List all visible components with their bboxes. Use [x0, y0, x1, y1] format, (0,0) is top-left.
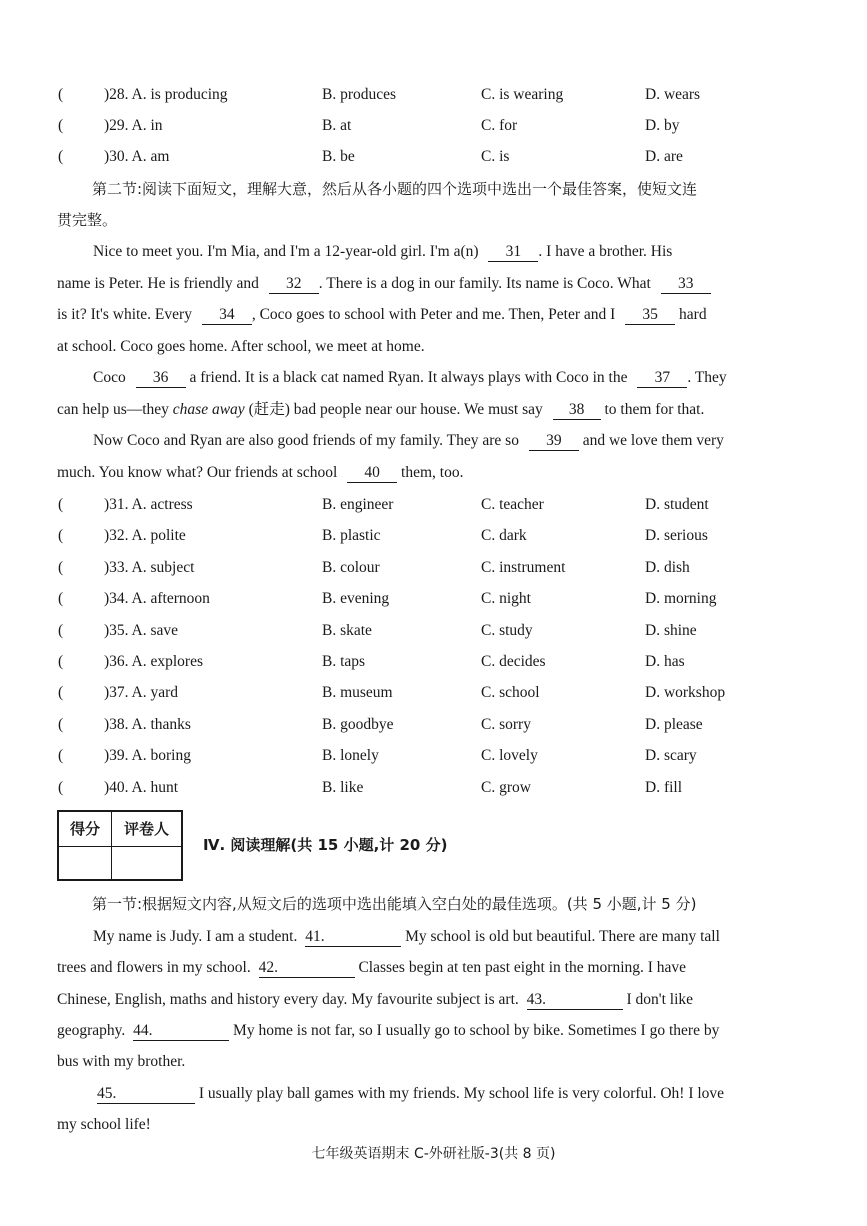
- option-d: D. are: [645, 148, 683, 165]
- option-row-28: [0, 84, 867, 106]
- option-d: D. workshop: [645, 684, 726, 701]
- option-c: C. grow: [481, 779, 531, 796]
- option-a: )29. A. in: [104, 117, 163, 134]
- option-b: B. engineer: [322, 496, 394, 513]
- option-c: C. teacher: [481, 496, 544, 513]
- passage-line: [57, 989, 693, 1011]
- passage-text: is it? It's white. Every: [57, 306, 192, 323]
- option-a: )32. A. polite: [104, 527, 186, 544]
- option-a: )40. A. hunt: [104, 779, 179, 796]
- score-header: 得分: [69, 820, 100, 838]
- table-divider: [59, 846, 181, 847]
- option-d: D. shine: [645, 622, 697, 639]
- blank-43: 43.: [527, 991, 623, 1010]
- answer-paren: (: [58, 716, 64, 733]
- option-b: B. museum: [322, 684, 393, 701]
- answer-paren: (: [58, 684, 64, 701]
- passage-text: name is Peter. He is friendly and: [57, 275, 259, 292]
- option-a: )35. A. save: [104, 622, 179, 639]
- passage-line: [93, 926, 720, 948]
- blank-33: 33: [661, 275, 711, 294]
- passage-line: [93, 241, 672, 263]
- option-b: B. plastic: [322, 527, 381, 544]
- passage-text: Nice to meet you. I'm Mia, and I'm a 12-year-old girl. I'm a(n): [93, 243, 479, 260]
- blank-42: 42.: [259, 959, 355, 978]
- option-row-40: [0, 777, 867, 799]
- option-c: C. decides: [481, 653, 546, 670]
- answer-paren: (: [58, 86, 64, 103]
- passage-text: , Coco goes to school with Peter and me. Then, Peter and I: [251, 306, 616, 323]
- blank-39: 39: [529, 432, 579, 451]
- option-b: B. skate: [322, 622, 372, 639]
- passage-text: Now Coco and Ryan are also good friends of my family. They are so: [93, 432, 519, 449]
- option-c: C. is: [481, 148, 510, 165]
- option-b: B. produces: [322, 86, 397, 103]
- blank-35: 35: [625, 306, 675, 325]
- passage-line: bus with my brother.: [57, 1053, 186, 1070]
- option-row-38: [0, 714, 867, 736]
- option-d: D. student: [645, 496, 709, 513]
- score-table: [57, 810, 183, 881]
- option-a: )37. A. yard: [104, 684, 179, 701]
- passage-text: (赶走) bad people near our house. We must say: [248, 401, 543, 418]
- passage-text: to them for that.: [604, 401, 705, 418]
- option-d: D. has: [645, 653, 685, 670]
- answer-paren: (: [58, 747, 64, 764]
- option-row-37: [0, 682, 867, 704]
- passage-line: [57, 273, 711, 295]
- option-row-32: [0, 525, 867, 547]
- blank-32: 32: [269, 275, 319, 294]
- option-b: B. at: [322, 117, 352, 134]
- blank-31: 31: [488, 243, 538, 262]
- option-a: )34. A. afternoon: [104, 590, 210, 607]
- passage-text: Classes begin at ten past eight in the morning. I have: [358, 959, 687, 976]
- option-a: )28. A. is producing: [104, 86, 228, 103]
- answer-paren: (: [58, 622, 64, 639]
- option-row-39: [0, 745, 867, 767]
- option-c: C. dark: [481, 527, 527, 544]
- answer-paren: (: [58, 779, 64, 796]
- option-c: C. study: [481, 622, 533, 639]
- passage-text: . They: [687, 369, 727, 386]
- passage-text: can help us—they: [57, 401, 169, 418]
- option-d: D. wears: [645, 86, 701, 103]
- passage-line: [57, 1020, 719, 1042]
- option-b: B. goodbye: [322, 716, 394, 733]
- blank-44: 44.: [133, 1022, 229, 1041]
- section4-title: Ⅳ. 阅读理解(共 15 小题,计 20 分): [203, 836, 448, 854]
- option-d: D. scary: [645, 747, 697, 764]
- passage-text: My home is not far, so I usually go to school by bike. Sometimes I go there by: [233, 1022, 720, 1039]
- option-b: B. colour: [322, 559, 380, 576]
- passage-text: them, too.: [401, 464, 464, 481]
- passage-italic: chase away: [172, 401, 245, 418]
- option-a: )30. A. am: [104, 148, 170, 165]
- option-b: B. lonely: [322, 747, 379, 764]
- option-c: C. school: [481, 684, 540, 701]
- option-d: D. by: [645, 117, 680, 134]
- option-b: B. be: [322, 148, 355, 165]
- option-b: B. taps: [322, 653, 366, 670]
- option-row-33: [0, 557, 867, 579]
- option-d: D. dish: [645, 559, 690, 576]
- blank-45: 45.: [97, 1085, 195, 1104]
- passage-line: [57, 957, 686, 979]
- option-a: )39. A. boring: [104, 747, 191, 764]
- section2-instruction: 第二节:阅读下面短文，理解大意，然后从各小题的四个选项中选出一个最佳答案，使短文连: [92, 180, 698, 198]
- passage-line: [93, 430, 724, 452]
- blank-34: 34: [202, 306, 252, 325]
- option-c: C. instrument: [481, 559, 566, 576]
- option-a: )31. A. actress: [104, 496, 193, 513]
- passage-text: Coco: [93, 369, 126, 386]
- passage-line: my school life!: [57, 1116, 151, 1133]
- option-row-35: [0, 620, 867, 642]
- option-c: C. for: [481, 117, 518, 134]
- option-b: B. evening: [322, 590, 390, 607]
- section4-1-instruction: 第一节:根据短文内容,从短文后的选项中选出能填入空白处的最佳选项。(共 5 小题,计 5 分): [92, 895, 697, 913]
- passage-line: [57, 304, 707, 326]
- passage-text: hard: [679, 306, 707, 323]
- answer-paren: (: [58, 117, 64, 134]
- blank-38: 38: [553, 401, 601, 420]
- option-c: C. lovely: [481, 747, 538, 764]
- option-d: D. morning: [645, 590, 717, 607]
- answer-paren: (: [58, 559, 64, 576]
- page-footer: 七年级英语期末 C-外研社版-3(共 8 页): [311, 1146, 556, 1162]
- option-a: )36. A. explores: [104, 653, 204, 670]
- blank-36: 36: [136, 369, 186, 388]
- blank-40: 40: [347, 464, 397, 483]
- blank-41: 41.: [305, 928, 401, 947]
- passage-line: [93, 367, 727, 389]
- answer-paren: (: [58, 590, 64, 607]
- option-row-34: [0, 588, 867, 610]
- passage-text: I usually play ball games with my friends. My school life is very colorful. Oh! I love: [198, 1085, 725, 1102]
- passage-text: My name is Judy. I am a student.: [93, 928, 298, 945]
- option-d: D. fill: [645, 779, 683, 796]
- passage-line: [57, 462, 463, 484]
- passage-line: [57, 399, 704, 421]
- option-row-31: [0, 494, 867, 516]
- passage-text: much. You know what? Our friends at school: [57, 464, 338, 481]
- passage-text: I don't like: [626, 991, 694, 1008]
- passage-text: Chinese, English, maths and history every day. My favourite subject is art.: [57, 991, 519, 1008]
- passage-text: . I have a brother. His: [538, 243, 673, 260]
- option-a: )38. A. thanks: [104, 716, 191, 733]
- passage-text: a friend. It is a black cat named Ryan. It always plays with Coco in the: [189, 369, 628, 386]
- blank-37: 37: [637, 369, 687, 388]
- passage-text: geography.: [57, 1022, 126, 1039]
- answer-paren: (: [58, 496, 64, 513]
- option-row-36: [0, 651, 867, 673]
- option-row-30: [0, 146, 867, 168]
- option-a: )33. A. subject: [104, 559, 195, 576]
- option-c: C. sorry: [481, 716, 531, 733]
- answer-paren: (: [58, 148, 64, 165]
- option-c: C. is wearing: [481, 86, 564, 103]
- passage-line: at school. Coco goes home. After school, we meet at home.: [57, 338, 425, 355]
- grader-header: 评卷人: [123, 820, 169, 838]
- option-c: C. night: [481, 590, 531, 607]
- passage-text: and we love them very: [582, 432, 724, 449]
- answer-paren: (: [58, 527, 64, 544]
- passage-text: . There is a dog in our family. Its name is Coco. What: [318, 275, 651, 292]
- option-row-29: [0, 115, 867, 137]
- answer-paren: (: [58, 653, 64, 670]
- option-d: D. serious: [645, 527, 708, 544]
- option-d: D. please: [645, 716, 703, 733]
- section2-instruction-cont: 贯完整。: [57, 211, 118, 229]
- option-b: B. like: [322, 779, 364, 796]
- passage-text: My school is old but beautiful. There are many tall: [405, 928, 720, 945]
- passage-line: [97, 1083, 724, 1105]
- passage-text: trees and flowers in my school.: [57, 959, 251, 976]
